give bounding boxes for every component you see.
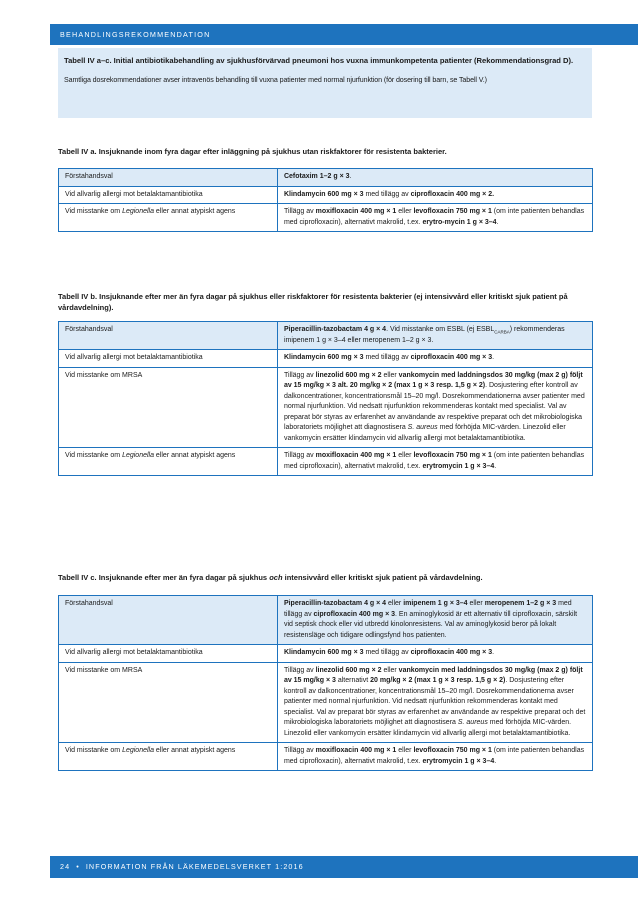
bold-text: ciprofloxacin 400 mg × 3: [313, 610, 396, 618]
table-row: [59, 448, 593, 476]
bold-text: levofloxacin 750 mg × 1: [413, 747, 492, 754]
row-value-cell: [277, 186, 592, 204]
footer-bar: [50, 856, 638, 878]
table-c-title: [58, 573, 598, 584]
table-a-title: Tabell IV a. Insjuknande inom fyra dagar efter inläggning på sjukhus utan riskfaktorer för resistenta bakterier.: [58, 147, 447, 156]
bold-text: vankomycin med laddningsdos 30 mg/kg (max 2 g) följt av 15 mg/kg × 3 alt. 20 mg/kg × 2 (max 1 g × 3 resp. 1,5 g × 2): [283, 371, 583, 389]
table-b-title: Tabell IV b. Insjuknande efter mer än fyra dagar på sjukhus eller riskfaktorer för resistenta bakterier (ej intensivvård eller kritiskt sjuk patient på vårdavdelning).: [58, 292, 568, 312]
footer-separator: •: [76, 862, 80, 871]
row-label-cell: Förstahandsval: [59, 322, 278, 350]
text-span: . En aminoglykosid är ett alternativ till ciprofloxacin, särskilt vid septisk chock eller vid utbredd kinolonresistens. Val av aminoglykosid beror på lokalt resistensläge och tidigare odlingsfynd hos patienten.: [283, 610, 578, 639]
text-span: med tillägg av: [363, 190, 411, 198]
row-label-cell: Vid misstanke om MRSA: [59, 367, 278, 448]
text-span: eller: [381, 666, 399, 674]
intro-title: Tabell IV a–c. Initial antibiotikabehandling av sjukhusförvärvad pneumoni hos vuxna immunkompetenta patienter (Rekommendationsgrad D).: [64, 56, 574, 65]
text-span: .: [492, 649, 495, 656]
italic-text: S. aureus: [457, 719, 488, 726]
text-span: eller annat atypiskt agens: [153, 747, 236, 754]
row-value-cell: [277, 596, 592, 645]
bold-text: Piperacillin-tazobactam 4 g × 4: [283, 600, 387, 607]
italic-text: Legionella: [122, 747, 154, 754]
row-label-cell: Förstahandsval: [59, 169, 278, 187]
row-value-cell: [277, 367, 592, 448]
row-label-cell: [59, 448, 278, 476]
table-row: [59, 743, 593, 771]
table-c: [58, 595, 593, 771]
table-row: [59, 322, 593, 350]
text-span: Tillägg av: [283, 371, 316, 379]
row-value-cell: [277, 743, 592, 771]
table-row: [59, 662, 593, 743]
table-a: [58, 168, 593, 232]
text-span: ) rekommenderas imipenem 1 g × 3–4 eller meropenem 1–2 g × 3.: [283, 326, 565, 344]
text-span: (om inte patienten behandlas med ciprofloxacin), alternativt makrolid, t.ex.: [283, 452, 585, 470]
bold-text: moxifloxacin 400 mg × 1: [315, 452, 397, 459]
bold-text: Cefotaxim 1–2 g × 3: [283, 173, 350, 180]
bold-text: meropenem 1–2 g × 3: [484, 600, 557, 607]
bold-text: linezolid 600 mg × 2: [315, 666, 382, 674]
text-span: eller: [396, 747, 414, 754]
row-label-cell: Förstahandsval: [59, 596, 278, 645]
table-row: [59, 350, 593, 368]
text-span: eller: [396, 208, 414, 215]
table-b: [58, 321, 593, 476]
text-span: eller: [396, 452, 414, 459]
text-span: .: [349, 173, 352, 180]
bold-text: levofloxacin 750 mg × 1: [413, 452, 492, 459]
row-label-cell: Vid misstanke om MRSA: [59, 662, 278, 743]
row-value-cell: [277, 448, 592, 476]
text-span: Tillägg av: [283, 208, 316, 215]
row-value-cell: [277, 662, 592, 743]
text-span: .: [496, 218, 499, 226]
text-span: Tillägg av: [283, 747, 316, 754]
table-row: [59, 186, 593, 204]
table-row: [59, 367, 593, 448]
subscript-text: CARBA: [494, 329, 510, 335]
italic-text: S. aureus: [407, 424, 438, 431]
bold-text: ciprofloxacin 400 mg × 3: [410, 649, 493, 656]
bold-text: Piperacillin-tazobactam 4 g × 4: [283, 326, 387, 333]
text-span: med förhöjda MIC-värden. Linezolid eller vankomycin ersätter klindamycin vid allvarlig allergi mot betalaktamantibiotika.: [283, 719, 572, 737]
text-span: Tillägg av: [283, 666, 316, 674]
bold-text: moxifloxacin 400 mg × 1: [315, 208, 397, 215]
text-span: . Dosjustering efter kontroll av dalkoncentrationer, koncentrationsmål 15–20 mg/l. Dosrekommendationerna avser patienter med normal njurfunktion. Vid nedsatt njurfunktion rekommenderas kontakt med specialist. Val av preparat bör styras av erfarenhet av användande av respektive preparat och det mikrobiologiska laboratoriets möjlighet att diagnostisera: [283, 382, 585, 431]
row-label-cell: [59, 204, 278, 232]
text-span: .: [492, 354, 495, 361]
row-value-cell: [277, 204, 592, 232]
bold-text: levofloxacin 750 mg × 1: [413, 208, 492, 215]
text-span: . Dosjustering efter kontroll av dalkoncentrationer, koncentrationsmål 15–20 mg/l. Dosrekommendationerna avser patienter med normal njurfunktion. Vid nedsatt njurfunktion rekommenderas kontakt med specialist. Val av preparat bör styras av erfarenhet av användande av respektive preparat och det mikrobiologiska laboratoriets möjlighet att diagnostisera: [283, 677, 586, 726]
text-span: Vid misstanke om: [65, 747, 123, 754]
text-span: . Vid misstanke om ESBL (ej ESBL: [386, 326, 495, 333]
footer-text: INFORMATION FRÅN LÄKEMEDELSVERKET 1:2016: [85, 862, 304, 871]
text-span: Tillägg av: [283, 452, 316, 459]
italic-text: och: [269, 573, 283, 582]
text-span: Vid misstanke om: [65, 452, 123, 459]
table-row: [59, 169, 593, 187]
table-row: [59, 596, 593, 645]
bold-text: imipenem 1 g × 3–4: [403, 600, 468, 607]
bold-text: Klindamycin 600 mg × 3: [283, 190, 364, 198]
text-span: (om inte patienten behandlas med ciprofloxacin), alternativt makrolid, t.ex.: [283, 208, 585, 226]
bold-text: Klindamycin 600 mg × 3: [283, 649, 364, 656]
text-span: .: [494, 757, 497, 765]
text-span: eller annat atypiskt agens: [153, 208, 236, 215]
text-span: med förhöjda MIC-värden. Linezolid eller vankomycin ersätter klindamycin vid allvarlig allergi mot betalaktamantibiotika.: [283, 424, 566, 442]
text-span: Tabell IV c. Insjuknande efter mer än fyra dagar på sjukhus: [58, 573, 270, 582]
bold-text: erytromycin 1 g × 3–4: [422, 462, 495, 470]
text-span: intensivvård eller kritiskt sjuk patient på vårdavdelning.: [282, 573, 483, 582]
table-row: [59, 204, 593, 232]
row-value-cell: [277, 169, 592, 187]
header-bar: [50, 24, 638, 45]
text-span: alternativt: [335, 677, 371, 684]
intro-note: Samtliga dosrekommendationer avser intravenös behandling till vuxna patienter med normal njurfunktion (för dosering till barn, se Tabell V.): [64, 75, 487, 84]
row-label-cell: Vid allvarlig allergi mot betalaktamantibiotika: [59, 186, 278, 204]
bold-text: moxifloxacin 400 mg × 1: [315, 747, 397, 754]
text-span: eller: [467, 600, 485, 607]
table-row: [59, 645, 593, 663]
row-label-cell: Vid allvarlig allergi mot betalaktamantibiotika: [59, 645, 278, 663]
page-number: 24: [60, 862, 71, 871]
italic-text: Legionella: [122, 208, 154, 215]
row-value-cell: [277, 322, 592, 350]
text-span: med tillägg av: [283, 600, 572, 618]
bold-text: 20 mg/kg × 2 (max 1 g × 3 resp. 1,5 g × 2): [370, 677, 506, 684]
text-span: med tillägg av: [363, 649, 411, 656]
bold-text: erytro-mycin 1 g × 3–4: [422, 218, 497, 226]
text-span: Vid misstanke om: [65, 208, 123, 215]
bold-text: erytromycin 1 g × 3–4: [422, 757, 495, 765]
text-span: .: [494, 462, 497, 470]
bold-text: ciprofloxacin 400 mg × 3: [410, 354, 493, 361]
bold-text: vankomycin med laddningsdos 30 mg/kg (max 2 g) följt av 15 mg/kg × 3: [283, 666, 583, 684]
text-span: (om inte patienten behandlas med ciprofloxacin), alternativt makrolid, t.ex.: [283, 747, 585, 765]
bold-text: linezolid 600 mg × 2: [315, 371, 382, 379]
row-value-cell: [277, 645, 592, 663]
bold-text: Klindamycin 600 mg × 3: [283, 354, 364, 361]
intro-box: [58, 48, 592, 118]
text-span: eller annat atypiskt agens: [153, 452, 236, 459]
text-span: med tillägg av: [363, 354, 411, 361]
text-span: eller: [381, 371, 399, 379]
row-label-cell: Vid allvarlig allergi mot betalaktamantibiotika: [59, 350, 278, 368]
row-value-cell: [277, 350, 592, 368]
text-span: eller: [386, 600, 404, 607]
italic-text: Legionella: [122, 452, 154, 459]
bold-text: ciprofloxacin 400 mg × 2.: [410, 190, 495, 198]
header-title: BEHANDLINGSREKOMMENDATION: [60, 30, 211, 39]
row-label-cell: [59, 743, 278, 771]
